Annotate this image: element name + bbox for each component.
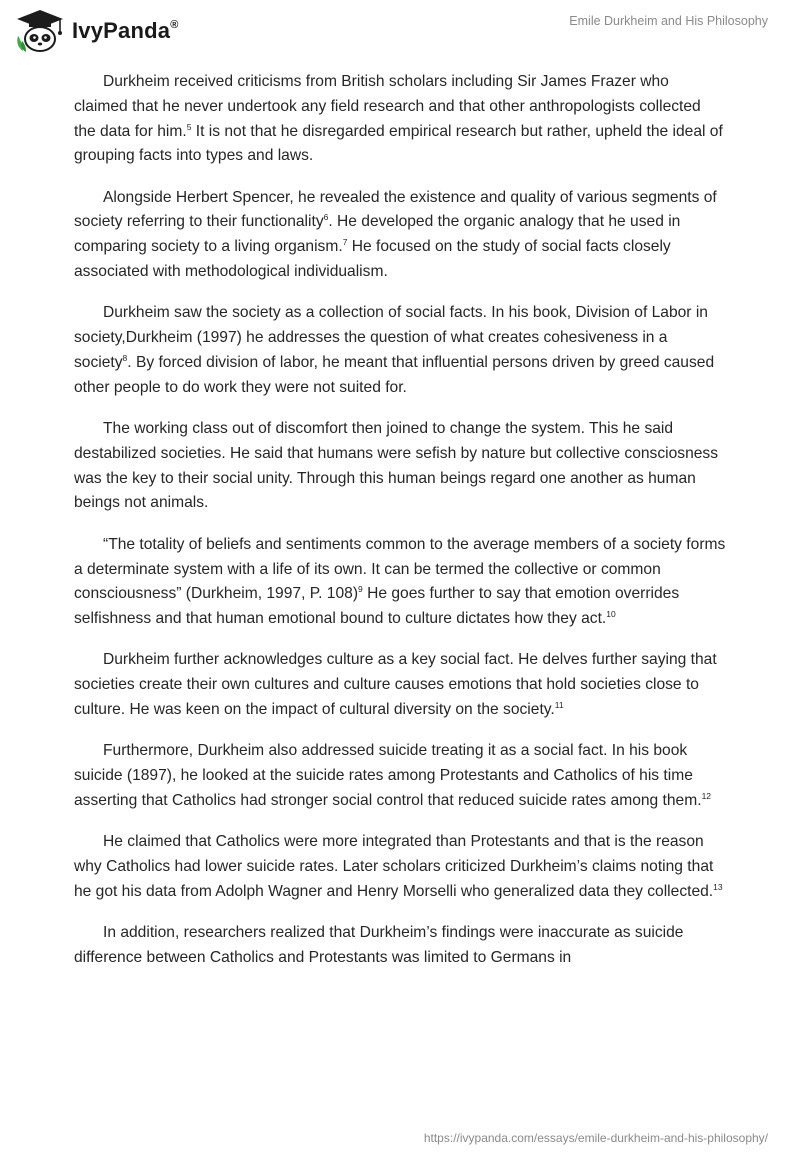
running-title: Emile Durkheim and His Philosophy: [569, 14, 768, 28]
logo-wordmark: IvyPanda®: [72, 18, 179, 43]
panda-graduate-icon: [14, 8, 66, 54]
paragraph: Alongside Herbert Spencer, he revealed the existence and quality of various segments of society referring to their functionality$^6$. He developed the organic analogy that he used in comparing society to a living organism.$^7$ He focused on the study of social facts closely associated with methodological individualism.: [74, 188, 717, 281]
footnote-ref[interactable]: 7: [342, 237, 348, 248]
footnote-ref[interactable]: 11: [554, 699, 564, 710]
paragraph: Durkheim saw the society as a collection of social facts. In his book, Division of Labor in society,Durkheim (1997) he addresses the question of what creates cohesiveness in a society$^8$. By forced division of labor, he meant that influential persons driven by greed caused other people to do work they were not suited for.: [74, 304, 715, 396]
paragraph: He claimed that Catholics were more integrated than Protestants and that is the reason why Catholics had lower suicide rates. Later scholars criticized Durkheim’s claims noting that he got his data from Adolph Wagner and Henry Morselli who generalized data they collected.$^{13}$: [74, 833, 723, 900]
paragraph: The working class out of discomfort then joined to change the system. This he said destabilized societies. He said that humans were sefish by nature but collective consciosness was the key to their social unity. Through this human beings regard one another as human beings not animals.: [74, 420, 719, 512]
paragraph: Durkheim further acknowledges culture as a key social fact. He delves further saying that societies create their own cultures and culture causes emotions that hold societies close to culture. He was keen on the impact of cultural diversity on the society.$^{11}$: [74, 651, 717, 719]
footnote-ref[interactable]: 9: [358, 584, 363, 595]
source-url-link[interactable]: https://ivypanda.com/essays/emile-durkheim-and-his-philosophy/: [423, 1131, 768, 1145]
page-header: [0, 0, 800, 60]
paragraph: Furthermore, Durkheim also addressed suicide treating it as a social fact. In his book suicide (1897), he looked at the suicide rates among Protestants and Catholics of his time asserting that Catholics had stronger social control that reduced suicide rates among them.$^{12}$: [74, 742, 712, 809]
footnote-ref[interactable]: 8: [122, 352, 128, 363]
paragraph: In addition, researchers realized that Durkheim’s findings were inaccurate as suicide difference between Catholics and Protestants was limited to Germans in: [74, 924, 684, 966]
ivypanda-logo[interactable]: [14, 8, 179, 54]
footnote-ref[interactable]: 5: [186, 121, 192, 132]
footnote-ref[interactable]: 13: [713, 881, 723, 892]
paragraph: Durkheim received criticisms from British scholars including Sir James Frazer who claimed that he never undertook any field research and that other anthropologists collected the data for him.$^5$ It is not that he disregarded empirical research but rather, upheld the ideal of grouping facts into types and laws.: [74, 73, 723, 165]
footnote-ref[interactable]: 6: [323, 212, 329, 223]
footnote-ref[interactable]: 12: [701, 790, 712, 801]
footnote-ref[interactable]: 10: [606, 608, 616, 619]
paragraph: “The totality of beliefs and sentiments common to the average members of a society forms a determinate system with a life of its own. It can be termed the collective or common consciousness” (Durkheim, 1997, P. 108)$^9$ He goes further to say that emotion overrides selfishness and that human emotional bound to culture dictates how they act.$^{10}$: [74, 535, 726, 628]
essay-body: [74, 70, 726, 987]
